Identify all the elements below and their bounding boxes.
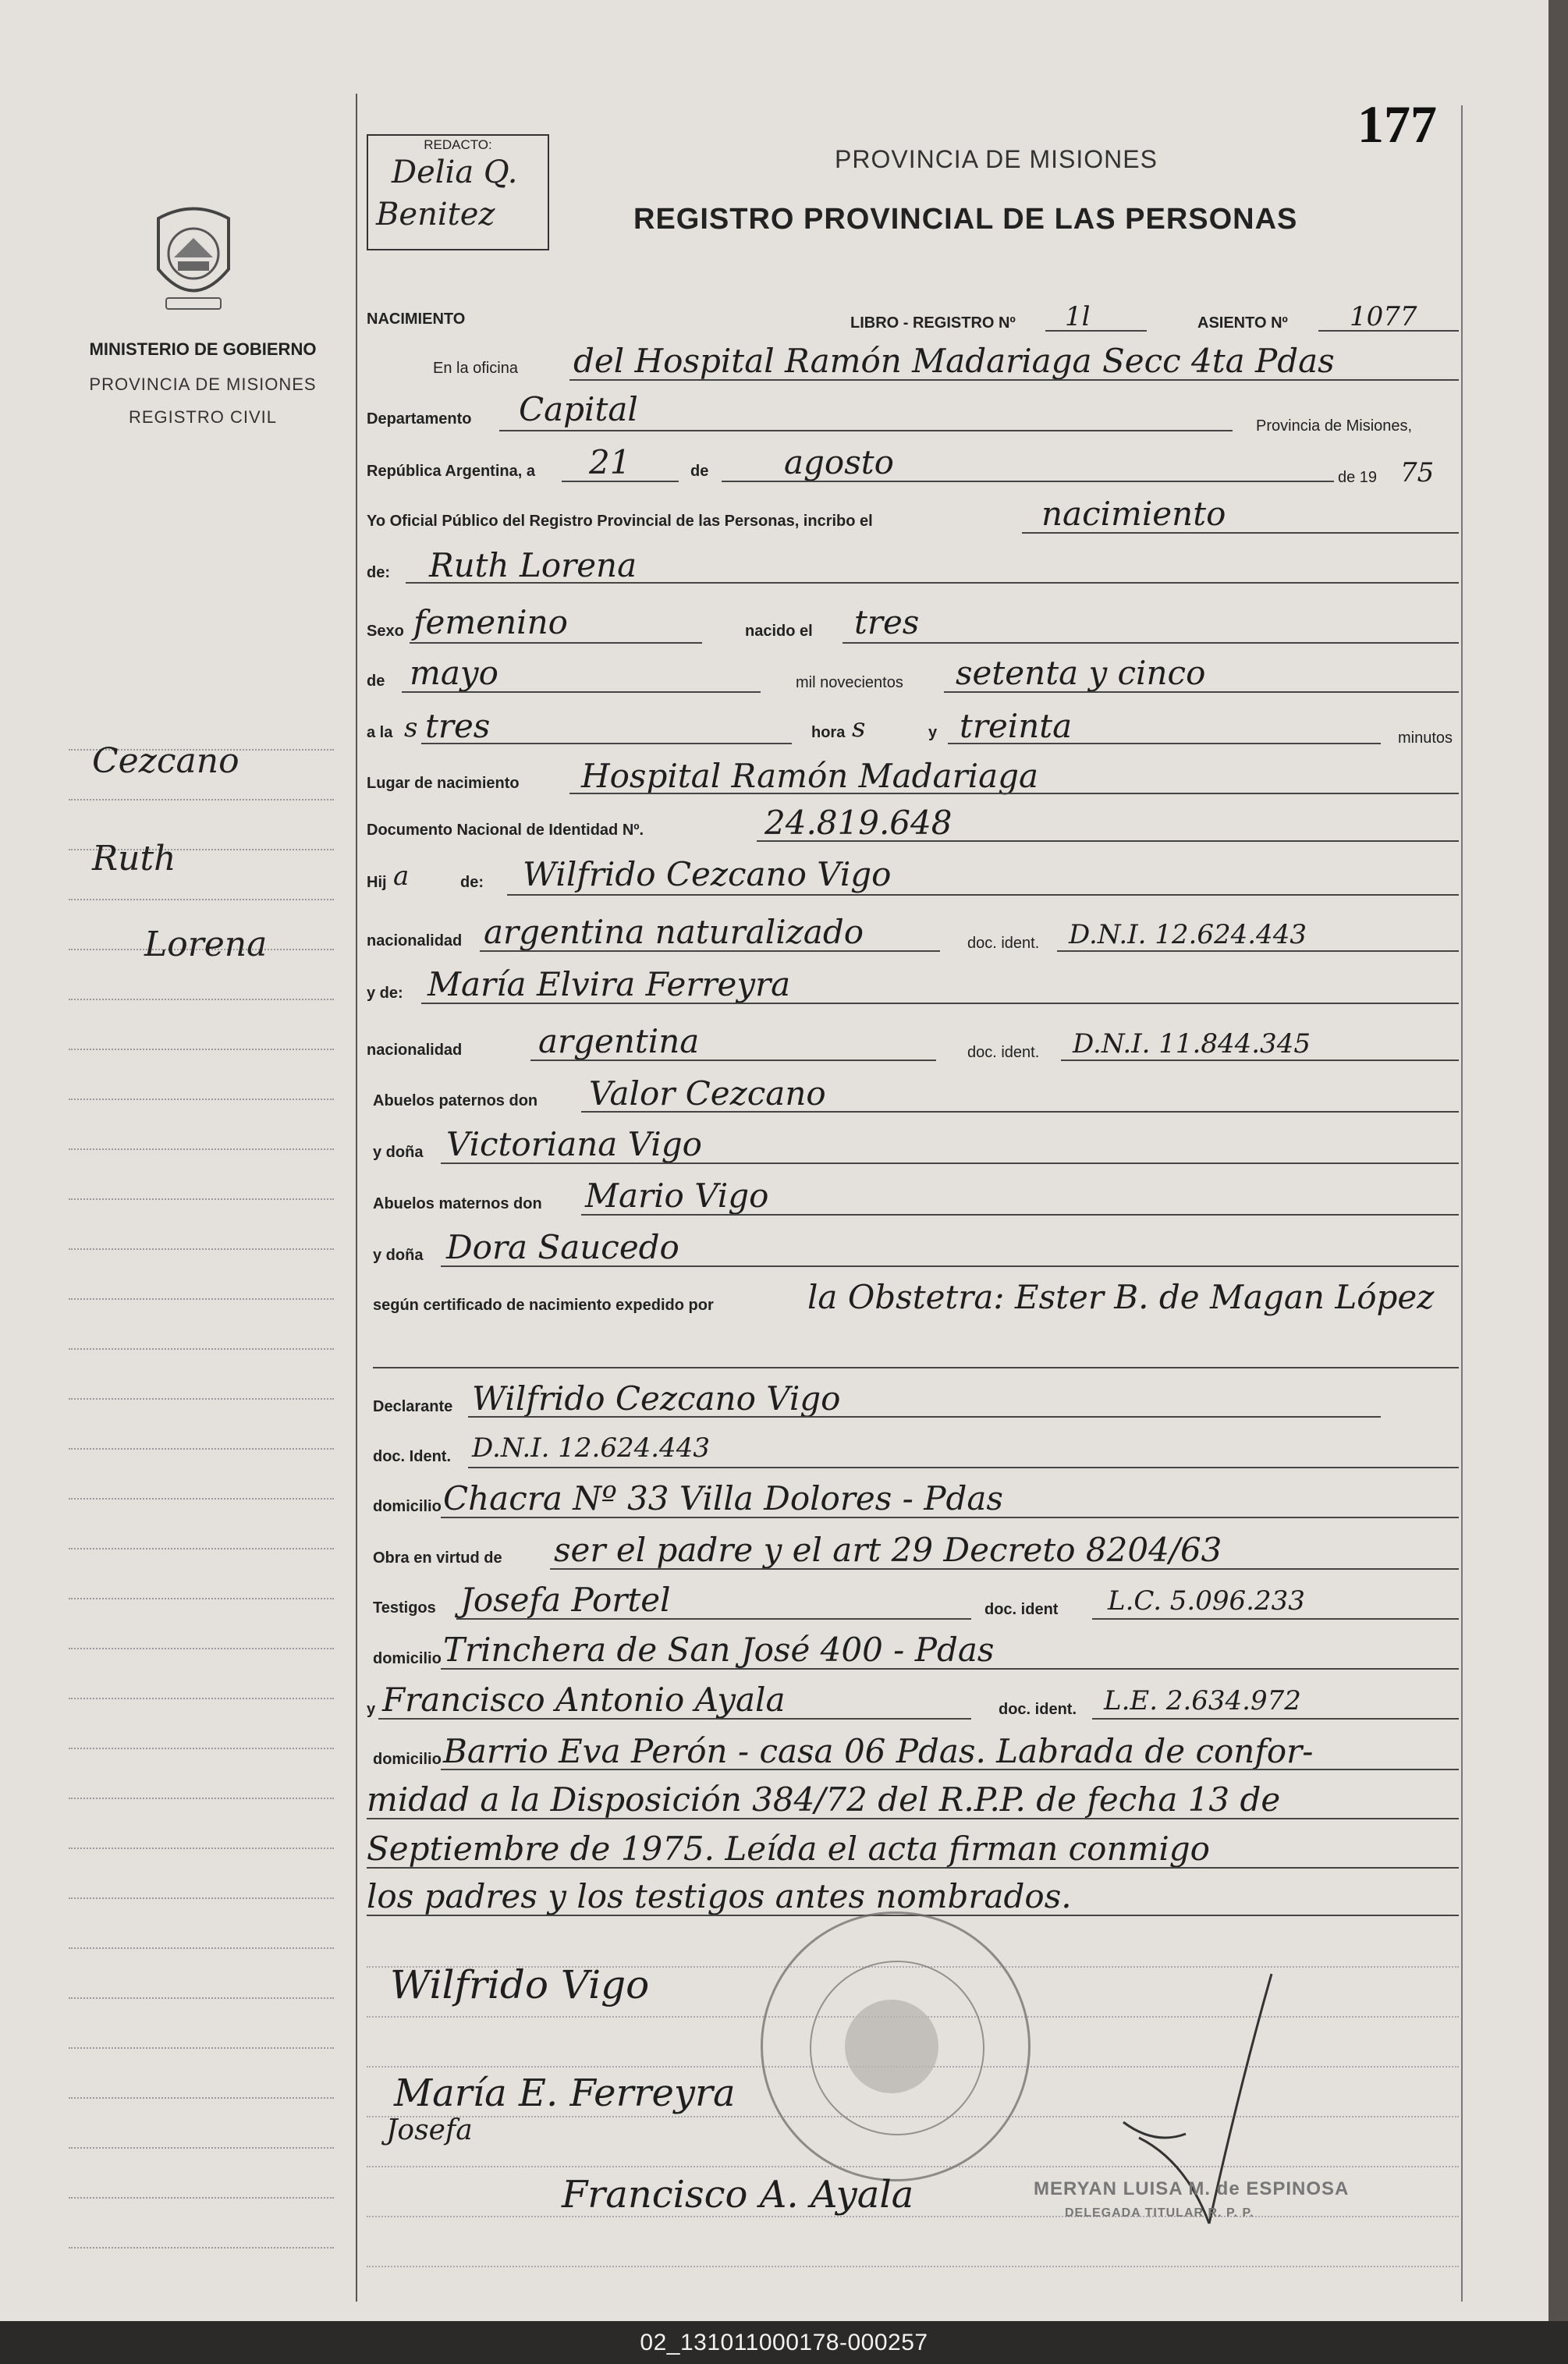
nombre-value: Ruth Lorena: [429, 546, 637, 584]
testigo1-underline: [456, 1618, 971, 1620]
margin-dotted-line: [69, 1897, 334, 1899]
lugar-underline: [569, 793, 1459, 794]
minutos-value: treinta: [960, 707, 1073, 745]
nacido-label: nacido el: [745, 623, 813, 640]
margin-dotted-line: [69, 1049, 334, 1050]
margin-dotted-line: [69, 1248, 334, 1250]
abuelo-materno-underline: [581, 1214, 1459, 1216]
margin-dotted-line: [69, 1798, 334, 1799]
margin-dotted-line: [69, 1548, 334, 1549]
testigo2-doc-value: L.E. 2.634.972: [1104, 1685, 1301, 1716]
libro-label: LIBRO - REGISTRO Nº: [850, 314, 1016, 332]
sexo-label: Sexo: [367, 623, 404, 640]
sexo-value: femenino: [413, 603, 568, 641]
abuela-paterna-value: Victoriana Vigo: [446, 1125, 702, 1163]
de-mes-label: de: [367, 673, 385, 690]
margin-dotted-line: [69, 1298, 334, 1300]
a-las-label: a la: [367, 724, 393, 741]
abuelo-paterno-underline: [581, 1111, 1459, 1113]
madre-doc-value: D.N.I. 11.844.345: [1073, 1028, 1311, 1060]
oficina-label: En la oficina: [433, 360, 518, 377]
obra-value: ser el padre y el art 29 Decreto 8204/63: [554, 1531, 1222, 1569]
page-number: 177: [1357, 94, 1437, 154]
margin-dotted-line: [69, 1848, 334, 1849]
mes-value: agosto: [784, 443, 894, 481]
declarante-doc-value: D.N.I. 12.624.443: [472, 1432, 710, 1464]
testigo1-dom-underline: [441, 1668, 1459, 1670]
abuelos-paternos-label: Abuelos paternos don: [373, 1092, 538, 1109]
remarks-line2: Septiembre de 1975. Leída el acta firman conmigo: [367, 1830, 1210, 1868]
page-right-edge: [1548, 0, 1568, 2321]
remarks-underline2: [367, 1867, 1459, 1869]
anio-nacimiento-underline: [944, 691, 1459, 693]
y-dona2-label: y doña: [373, 1247, 424, 1264]
margin-note-second-name: Lorena: [144, 925, 268, 964]
padre-nacionalidad-label: nacionalidad: [367, 932, 463, 950]
testigo1-value: Josefa Portel: [460, 1581, 671, 1619]
oficial-text: Yo Oficial Público del Registro Provincial de las Personas, incribo el: [367, 513, 873, 530]
declarante-dom-underline: [441, 1517, 1459, 1518]
declarante-label: Declarante: [373, 1398, 453, 1415]
province-title: PROVINCIA DE MISIONES: [835, 145, 1158, 173]
testigo2-underline: [378, 1718, 971, 1720]
sexo-underline: [410, 642, 702, 644]
signature-witness2: Francisco A. Ayala: [562, 2173, 914, 2217]
dni-value: 24.819.648: [764, 804, 953, 842]
asiento-value: 1077: [1350, 301, 1417, 332]
horas-handwritten: s: [852, 712, 866, 744]
testigo2-dom-value: Barrio Eva Perón - casa 06 Pdas. Labrada de confor-: [443, 1732, 1314, 1770]
departamento-value: Capital: [519, 390, 638, 428]
declarante-doc-label: doc. Ident.: [373, 1448, 451, 1465]
margin-dotted-line: [69, 899, 334, 900]
certificado-underline: [373, 1367, 1459, 1368]
y-label: y: [928, 724, 938, 741]
padre-nacionalidad-underline: [480, 950, 940, 952]
margin-dotted-line: [69, 1498, 334, 1500]
oficina-value: del Hospital Ramón Madariaga Secc 4ta Pdas: [573, 342, 1335, 380]
remarks-underline1: [367, 1818, 1459, 1819]
official-stamp-center: [845, 2000, 938, 2093]
anio-label: de 19: [1338, 469, 1378, 486]
margin-dotted-line: [69, 1398, 334, 1400]
mes-nacimiento-underline: [402, 691, 761, 693]
margin-dotted-line: [69, 1598, 334, 1599]
certificado-label: según certificado de nacimiento expedido por: [373, 1297, 714, 1314]
mil-novecientos-label: mil novecientos: [796, 674, 903, 691]
padre-nacionalidad-value: argentina naturalizado: [484, 913, 864, 951]
a-las-handwritten: s: [404, 712, 418, 744]
anio-nacimiento-value: setenta y cinco: [956, 654, 1206, 692]
remarks-line3: los padres y los testigos antes nombrados.: [367, 1877, 1072, 1915]
redacto-signature-line2: Benitez: [376, 197, 495, 232]
margin-dotted-line: [69, 1997, 334, 1999]
margin-dotted-line: [69, 2047, 334, 2049]
ministry-line3: REGISTRO CIVIL: [128, 407, 278, 427]
testigo1-doc-value: L.C. 5.096.233: [1108, 1585, 1305, 1617]
testigo2-dom-underline: [441, 1769, 1459, 1770]
mes-nacimiento-value: mayo: [410, 654, 498, 692]
right-rule: [1461, 105, 1463, 2302]
nacimiento-label: NACIMIENTO: [367, 311, 466, 328]
minutos-label: minutos: [1398, 729, 1453, 747]
madre-nacionalidad-label: nacionalidad: [367, 1042, 463, 1059]
margin-note-first-name: Ruth: [92, 839, 176, 879]
de-label: de: [690, 463, 709, 480]
ministry-line1: MINISTERIO DE GOBIERNO: [89, 339, 317, 359]
official-name: MERYAN LUISA M. de ESPINOSA: [1034, 2178, 1350, 2199]
testigo1-doc-label: doc. ident: [984, 1601, 1059, 1618]
minutos-underline: [948, 743, 1381, 744]
acto-underline: [1022, 532, 1459, 534]
asiento-underline: [1318, 330, 1459, 332]
declarante-value: Wilfrido Cezcano Vigo: [472, 1379, 841, 1418]
footer-id: 02_131011000178-000257: [0, 2321, 1568, 2364]
hijo-label: Hij: [367, 874, 387, 891]
departamento-label: Departamento: [367, 410, 472, 428]
testigo2-doc-underline: [1092, 1718, 1459, 1720]
republica-label: República Argentina, a: [367, 463, 535, 480]
nacido-value: tres: [854, 603, 920, 641]
certificado-value: la Obstetra: Ester B. de Magan López: [807, 1278, 1435, 1316]
madre-value: María Elvira Ferreyra: [427, 965, 791, 1003]
padre-doc-underline: [1057, 950, 1459, 952]
departamento-underline: [499, 430, 1233, 431]
coat-of-arms-icon: [143, 195, 244, 320]
signature-mother: María E. Ferreyra: [394, 2071, 736, 2115]
padre-doc-value: D.N.I. 12.624.443: [1069, 919, 1307, 950]
margin-dotted-line: [69, 1148, 334, 1150]
hijo-de-label: de:: [460, 874, 484, 891]
madre-doc-underline: [1061, 1060, 1459, 1061]
dia-underline: [562, 481, 679, 482]
padre-underline: [507, 894, 1459, 896]
margin-dotted-line: [69, 799, 334, 800]
margin-dotted-line: [69, 1099, 334, 1100]
redacto-box: [367, 134, 549, 250]
y-de-label: y de:: [367, 985, 403, 1002]
signature-father: Wilfrido Vigo: [390, 1962, 650, 2007]
horas-label: hora: [811, 724, 846, 741]
dni-underline: [757, 840, 1459, 842]
official-stamp: [761, 1911, 1031, 2181]
testigos-label: Testigos: [373, 1599, 436, 1617]
registry-title: REGISTRO PROVINCIAL DE LAS PERSONAS: [633, 203, 1298, 236]
abuelos-maternos-label: Abuelos maternos don: [373, 1195, 542, 1212]
provincia-suffix: Provincia de Misiones,: [1256, 417, 1413, 435]
testigo2-value: Francisco Antonio Ayala: [382, 1681, 786, 1719]
declarante-dom-value: Chacra Nº 33 Villa Dolores - Pdas: [443, 1479, 1003, 1517]
abuela-materna-value: Dora Saucedo: [446, 1228, 679, 1266]
anio-value: 75: [1400, 457, 1435, 488]
official-title: DELEGADA TITULAR R. P. P.: [1065, 2206, 1254, 2220]
testigo1-doc-underline: [1092, 1618, 1459, 1620]
margin-dotted-line: [69, 1698, 334, 1699]
madre-nacionalidad-underline: [530, 1060, 936, 1061]
testigo1-dom-label: domicilio: [373, 1650, 442, 1667]
obra-underline: [550, 1568, 1459, 1570]
horas-underline: [421, 743, 792, 744]
margin-dotted-line: [69, 999, 334, 1000]
mes-underline: [722, 481, 1334, 482]
dni-label: Documento Nacional de Identidad Nº.: [367, 822, 644, 839]
testigo2-doc-label: doc. ident.: [999, 1701, 1077, 1718]
abuelo-materno-value: Mario Vigo: [585, 1177, 769, 1215]
padre-value: Wilfrido Cezcano Vigo: [523, 855, 892, 893]
margin-dotted-line: [69, 1198, 334, 1200]
signature-witness1: Josefa: [386, 2114, 473, 2146]
y2-label: y: [367, 1701, 376, 1718]
margin-dotted-line: [69, 1648, 334, 1649]
declarante-dom-label: domicilio: [373, 1498, 442, 1515]
margin-dotted-line: [69, 2247, 334, 2249]
margin-dotted-line: [69, 2147, 334, 2149]
abuelo-paterno-value: Valor Cezcano: [589, 1074, 826, 1113]
redacto-signature-line1: Delia Q.: [392, 154, 518, 190]
redacto-label: REDACTO:: [424, 137, 492, 152]
madre-nacionalidad-value: argentina: [538, 1022, 700, 1060]
declarante-underline: [468, 1416, 1381, 1418]
nacido-underline: [843, 642, 1459, 644]
asiento-label: ASIENTO Nº: [1197, 314, 1288, 332]
testigo1-dom-value: Trinchera de San José 400 - Pdas: [443, 1631, 995, 1669]
madre-doc-label: doc. ident.: [967, 1044, 1040, 1061]
dia-value: 21: [589, 443, 631, 481]
obra-label: Obra en virtud de: [373, 1549, 502, 1567]
nombre-underline: [406, 582, 1459, 584]
margin-dotted-line: [69, 1748, 334, 1749]
abuela-materna-underline: [441, 1265, 1459, 1267]
margin-dotted-line: [69, 1348, 334, 1350]
margin-dotted-line: [69, 1448, 334, 1450]
madre-underline: [421, 1003, 1459, 1004]
abuela-paterna-underline: [441, 1162, 1459, 1164]
acto-value: nacimiento: [1041, 495, 1226, 533]
testigo2-dom-label: domicilio: [373, 1751, 442, 1768]
libro-value: 1l: [1065, 301, 1091, 332]
margin-dotted-line: [69, 1947, 334, 1949]
padre-doc-label: doc. ident.: [967, 935, 1040, 952]
declarante-doc-underline: [468, 1467, 1459, 1468]
libro-underline: [1045, 330, 1147, 332]
lugar-label: Lugar de nacimiento: [367, 775, 520, 792]
remarks-line1: midad a la Disposición 384/72 del R.P.P. de fecha 13 de: [367, 1780, 1281, 1819]
margin-dotted-line: [69, 2197, 334, 2199]
ministry-line2: PROVINCIA DE MISIONES: [89, 374, 317, 394]
y-dona-label: y doña: [373, 1144, 424, 1161]
de-nombre-label: de:: [367, 564, 390, 581]
horas-value: tres: [425, 707, 491, 745]
margin-note-surname: Cezcano: [92, 741, 239, 781]
margin-dotted-line: [69, 2097, 334, 2099]
oficina-underline: [569, 379, 1459, 381]
lugar-value: Hospital Ramón Madariaga: [581, 757, 1039, 795]
signature-rule: [367, 2266, 1459, 2267]
hijo-handwritten: a: [393, 861, 410, 892]
